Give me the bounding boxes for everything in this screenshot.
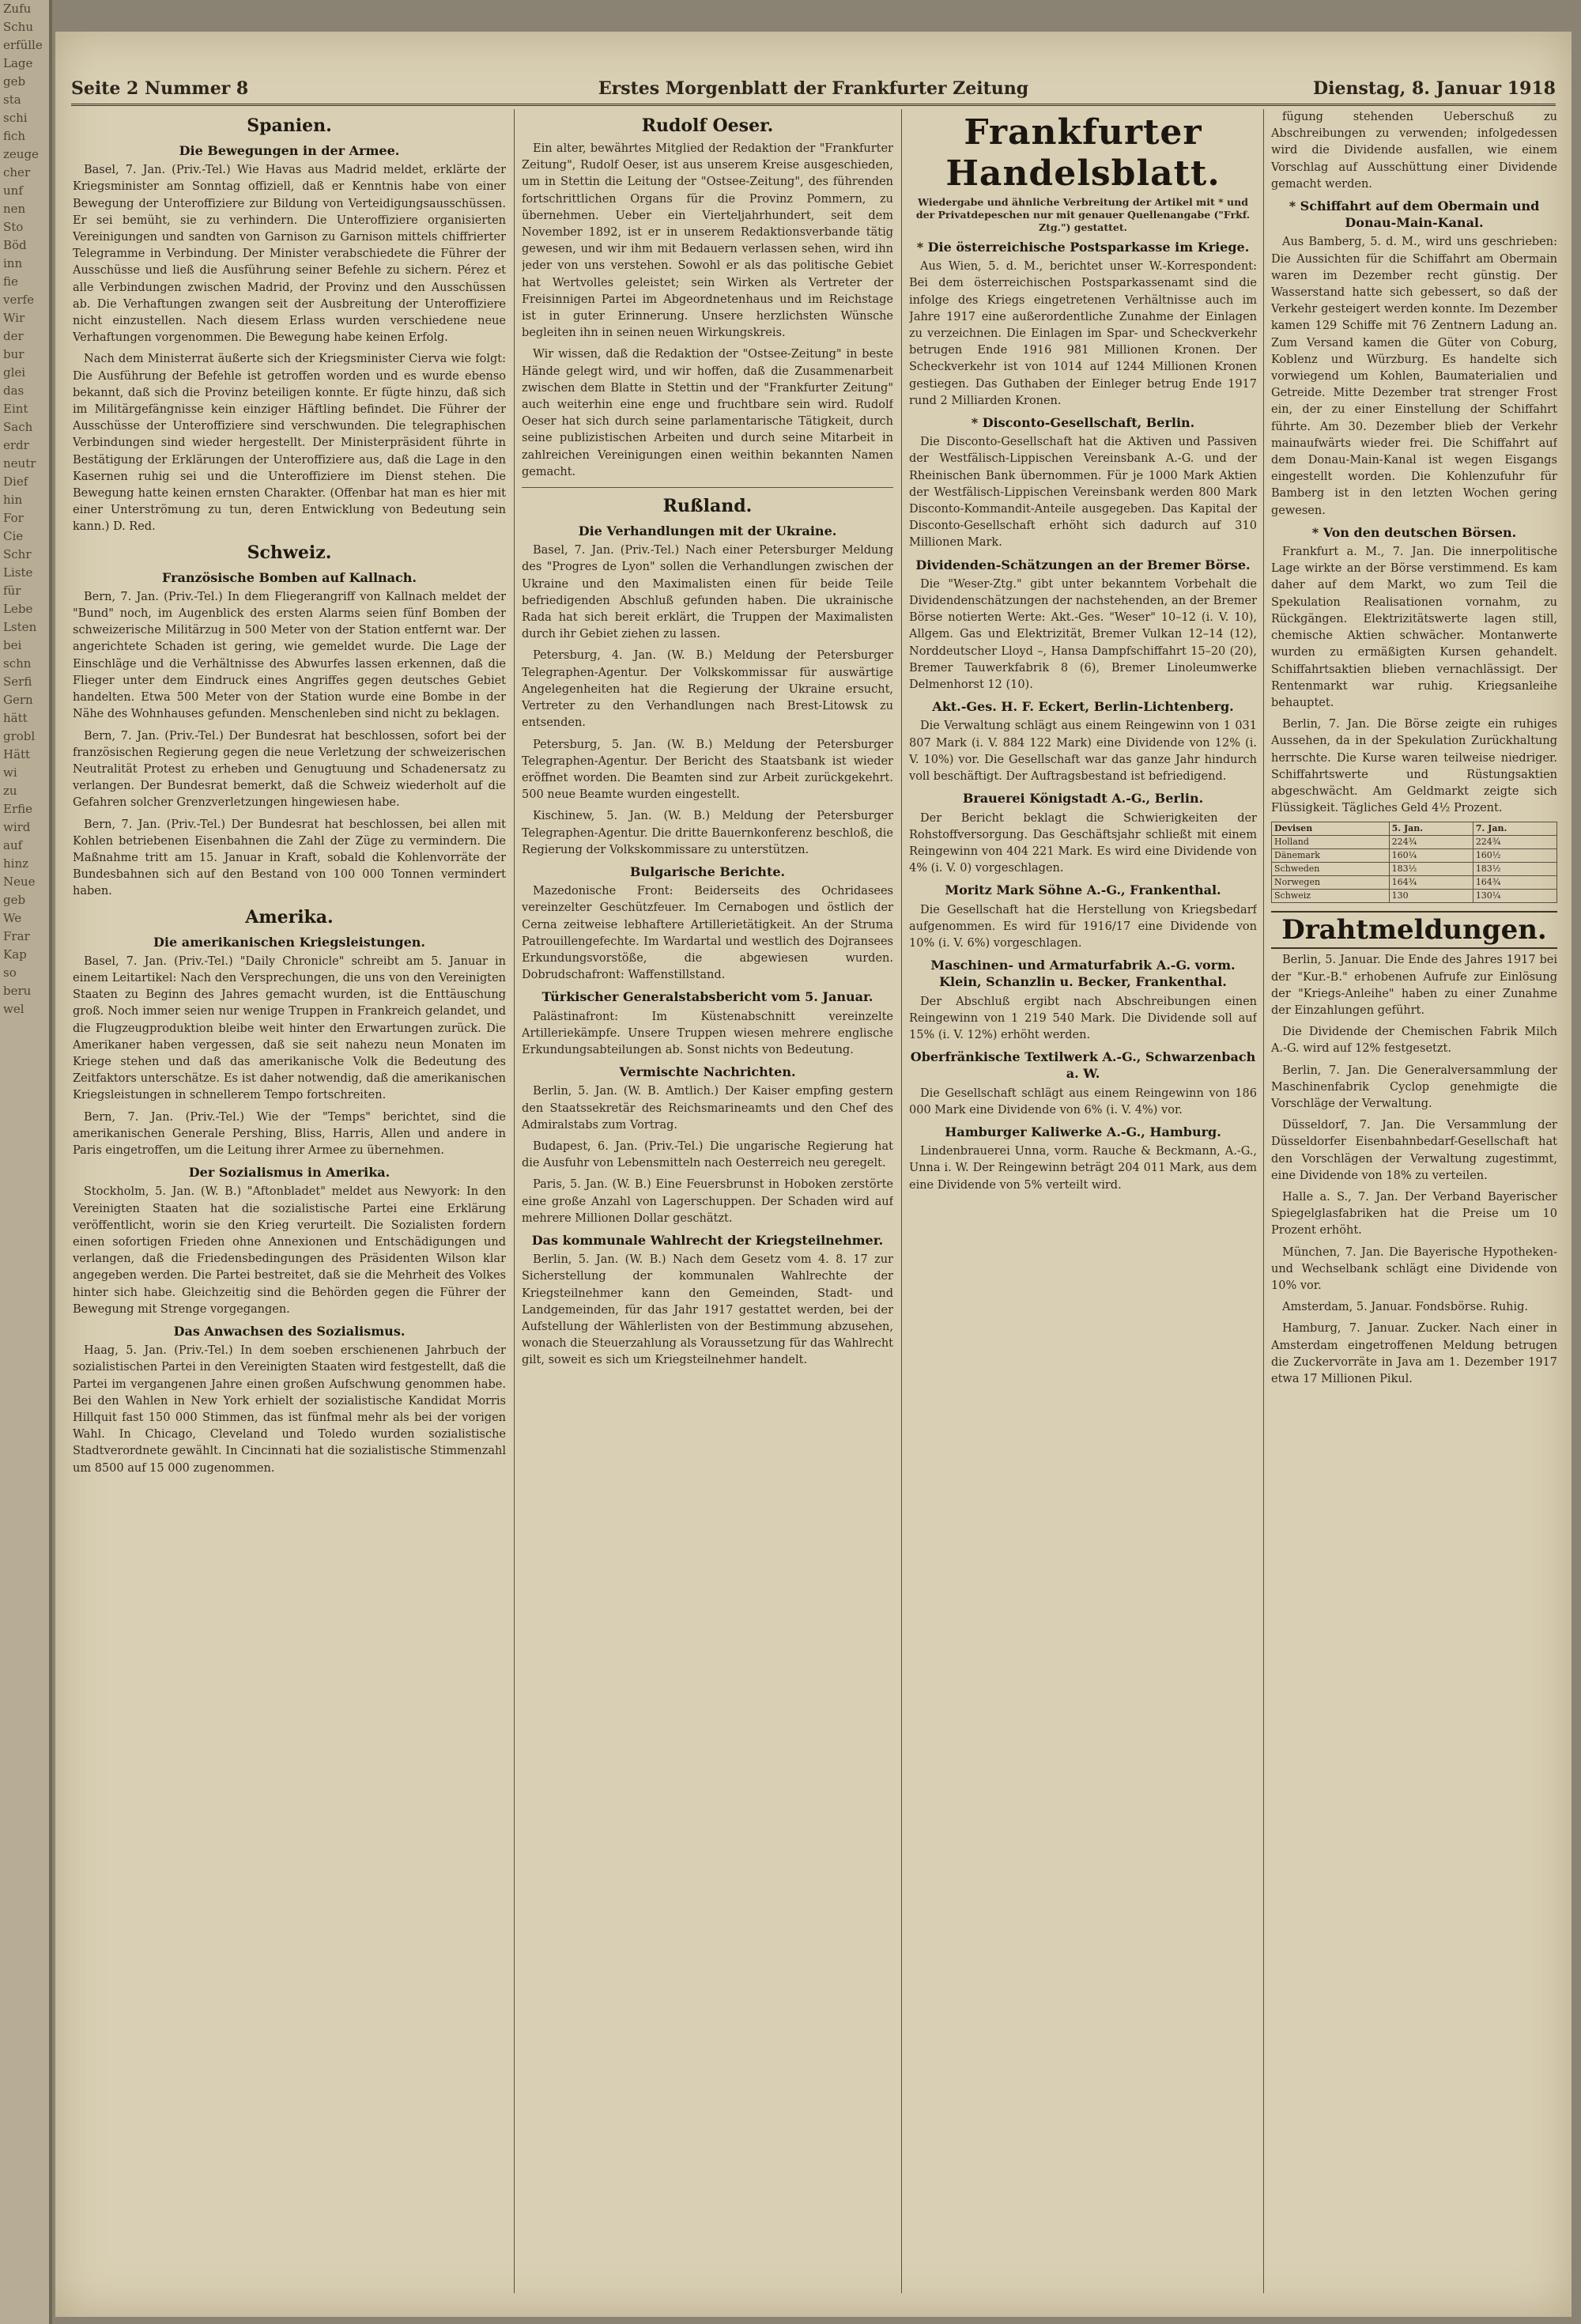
- adjacent-page-text-fragment: erfülle: [3, 38, 43, 52]
- table-header-cell: 7. Jan.: [1473, 822, 1556, 836]
- article-paragraph: Mazedonische Front: Beiderseits des Ochridasees vereinzelter Geschützfeuer. Im Cernabogen und östlich der Cerna zeitweise lebhaftere Artillerietätigkeit. An der Struma Patrouillengefechte. Im Wardartal und westlich des Dojransees Erkundungsvorstöße, die abgewiesen wurden. Dobrudschafront: Waffenstillstand.: [522, 885, 893, 982]
- adjacent-page-text-fragment: hin: [3, 493, 23, 507]
- exchange-rate-table: [1271, 822, 1557, 903]
- article-paragraph: Frankfurt a. M., 7. Jan. Die innerpolitische Lage wirkte an der Börse verstimmend. Es kam daher auf dem Markt, wo zum Teil die Spekulation Realisationen vornahm, zu Rückgängen. Elektrizitätswerte lagen still, chemische Aktien schwächer. Montanwerte wurden zu ermäßigten Kursen gehandelt. Schiffahrtsaktien blieben vernachlässigt. Der Rentenmarkt war ruhig. Kriegsanleihe behauptet.: [1271, 546, 1557, 709]
- table-cell: 224¾: [1389, 836, 1473, 849]
- adjacent-page-text-fragment: hinz: [3, 856, 29, 871]
- table-row: [1272, 849, 1557, 863]
- article-paragraph: Budapest, 6. Jan. (Priv.-Tel.) Die ungarische Regierung hat die Ausfuhr von Lebensmitteln nach Oesterreich neu geregelt.: [522, 1139, 893, 1170]
- subheading: Die Verhandlungen mit der Ukraine.: [578, 523, 837, 539]
- article-paragraph: Berlin, 5. Jan. (W. B.) Nach dem Gesetz vom 4. 8. 17 zur Sicherstellung der kommunalen Wahlrechte der Kriegsteilnehmer kann den Gemeinden, Stadt- und Landgemeinden, für das Jahr 1917 gestattet werden, bei der Aufstellung der Wählerlisten von der Bestimmung abzusehen, wonach die Steuerzahlung als Voraussetzung für das Wahlrecht gilt, soweit es sich um Kriegsteilnehmer handelt.: [522, 1253, 893, 1367]
- table-row: [1272, 890, 1557, 903]
- table-cell: Schweiz: [1272, 890, 1390, 903]
- adjacent-page-text-fragment: Schu: [3, 20, 33, 34]
- subheading: Maschinen- und Armaturfabrik A.-G. vorm. Klein, Schanzlin u. Becker, Frankenthal.: [930, 958, 1236, 990]
- adjacent-page-text-fragment: neutr: [3, 456, 36, 470]
- adjacent-page-text-fragment: wi: [3, 765, 17, 780]
- adjacent-page-text-fragment: Lage: [3, 56, 33, 70]
- section-heading-russland: Rußland.: [662, 496, 753, 517]
- adjacent-page-text-fragment: zu: [3, 784, 17, 798]
- subheading: * Schiffahrt auf dem Obermain und Donau-Main-Kanal.: [1289, 198, 1540, 231]
- subheading: * Die österreichische Postsparkasse im Kriege.: [916, 240, 1250, 255]
- article-paragraph: Bern, 7. Jan. (Priv.-Tel.) Der Bundesrat hat beschlossen, bei allen mit Kohlen betriebenen Eisenbahnen die Zahl der Züge zu vermindern. Die Maßnahme tritt am 15. Januar in Kraft, sobald die Kohlenvorräte der Bundesbahnen sich auf den Bestand von 100 000 Tonnen vermindert haben.: [73, 818, 506, 898]
- divider: [522, 487, 893, 488]
- article-paragraph: Berlin, 7. Jan. Die Börse zeigte ein ruhiges Aussehen, da in der Spekulation Zurückhaltung herrschte. Die Kurse waren teilweise niedriger. Schiffahrtswerte und Rüstungsaktien abgeschwächt. Am Geldmarkt zeigte sich Flüssigkeit. Tägliches Geld 4½ Prozent.: [1271, 718, 1557, 815]
- article-paragraph: Der Abschluß ergibt nach Abschreibungen einen Reingewinn von 1 219 540 Mark. Die Dividende soll auf 15% (i. V. 12%) erhöht werden.: [909, 995, 1257, 1041]
- article-paragraph: Die Verwaltung schlägt aus einem Reingewinn von 1 031 807 Mark (i. V. 884 122 Mark) eine Dividende von 12% (i. V. 10%) vor. Die Gesellschaft war das ganze Jahr hindurch voll beschäftigt. Der Auftragsbestand ist befriedigend.: [909, 720, 1257, 784]
- table-cell: 183½: [1473, 863, 1556, 876]
- table-row: [1272, 863, 1557, 876]
- reprint-notice: Wiedergabe und ähnliche Verbreitung der Artikel mit * und der Privatdepeschen nur mit genauer Quellenangabe ("Frkf. Ztg.") gestattet.: [915, 196, 1251, 233]
- table-cell: Holland: [1272, 836, 1390, 849]
- adjacent-page-text-fragment: Dief: [3, 474, 28, 489]
- table-cell: 224¾: [1473, 836, 1556, 849]
- table-cell: 164¾: [1389, 876, 1473, 890]
- table-cell: 160½: [1473, 849, 1556, 863]
- article-paragraph: Paris, 5. Jan. (W. B.) Eine Feuersbrunst in Hoboken zerstörte eine große Anzahl von Lagerschuppen. Der Schaden wird auf mehrere Millionen Dollar geschätzt.: [522, 1178, 893, 1225]
- drahtmeldungen-heading: Drahtmeldungen.: [1271, 911, 1557, 949]
- column-handelsblatt: [909, 109, 1257, 2301]
- subheading: Vermischte Nachrichten.: [619, 1064, 796, 1080]
- adjacent-page-text-fragment: Neue: [3, 875, 36, 889]
- adjacent-page-text-fragment: bei: [3, 638, 22, 652]
- adjacent-page-text-fragment: inn: [3, 256, 23, 270]
- table-cell: 164¾: [1473, 876, 1556, 890]
- adjacent-page-text-fragment: verfe: [3, 293, 34, 307]
- subheading: Französische Bomben auf Kallnach.: [161, 569, 417, 585]
- adjacent-page-text-fragment: Kap: [3, 947, 27, 962]
- column-divider: [901, 109, 902, 2293]
- column-divider: [514, 109, 515, 2293]
- article-paragraph: München, 7. Jan. Die Bayerische Hypotheken- und Wechselbank schlägt eine Dividende von 10% vor.: [1271, 1245, 1557, 1292]
- article-paragraph: Ein alter, bewährtes Mitglied der Redaktion der "Frankfurter Zeitung", Rudolf Oeser, ist aus unserem Kreise ausgeschieden, um in Stettin die Leitung der "Ostsee-Zeitung", des führenden fortschrittlichen Organs für die Provinz Pommern, zu übernehmen. Ueber ein Vierteljahrhundert, seit dem November 1892, ist er in unserem Redaktionsverbande tätig gewesen, und wir ihm mit Bedauern verlassen sehen, wird ihn jeder von uns verstehen. Sowohl er als das politische Gebiet hat Wertvolles geleistet; sein Wirken als Vertreter der Freisinnigen Partei im Abgeordnetenhaus und im Reichstage ist in guter Erinnerung. Unsere herzlichsten Wünsche begleiten ihn in seinen neuen Wirkungskreis.: [522, 142, 893, 340]
- article-paragraph: Petersburg, 4. Jan. (W. B.) Meldung der Petersburger Telegraphen-Agentur. Der Volkskommissar für auswärtige Angelegenheiten hat die Regierung der Ukraine ersucht, Vertreter zu den Verhandlungen nach Brest-Litowsk zu entsenden.: [522, 649, 893, 730]
- subheading: Akt.-Ges. H. F. Eckert, Berlin-Lichtenberg.: [932, 699, 1234, 715]
- section-heading-schweiz: Schweiz.: [247, 542, 332, 563]
- article-paragraph: Die Gesellschaft hat die Herstellung von Kriegsbedarf aufgenommen. Es wird für 1916/17 eine Dividende von 10% (i. V. 6%) vorgeschlagen.: [909, 903, 1257, 950]
- article-paragraph: Berlin, 7. Jan. Die Generalversammlung der Maschinenfabrik Cyclop genehmigte die Vorschläge der Verwaltung.: [1271, 1064, 1557, 1110]
- adjacent-page-text-fragment: We: [3, 911, 22, 925]
- masthead: [71, 75, 1556, 106]
- adjacent-page-text-fragment: für: [3, 584, 21, 598]
- subheading: Der Sozialismus in Amerika.: [188, 1165, 391, 1181]
- article-paragraph: Die "Weser-Ztg." gibt unter bekanntem Vorbehalt die Dividendenschätzungen der nachstehenden, an der Bremer Börse notierten Werte: Akt.-Ges. "Weser" 10–12 (i. V. 10), Allgem. Gas und Elektrizität, Bremer Vulkan 12–14 (12), Norddeutscher Lloyd –, Hansa Dampfschiffahrt 15–20 (20), Bremer Tauwerkfabrik 8 (6), Bremer Linoleumwerke Delmenhorst 12 (10).: [909, 577, 1257, 692]
- subheading: * Von den deutschen Börsen.: [1311, 524, 1517, 540]
- adjacent-page-text-fragment: Lebe: [3, 602, 33, 616]
- adjacent-page-text-fragment: Schr: [3, 547, 32, 561]
- adjacent-page-text-fragment: geb: [3, 74, 26, 89]
- subheading: Oberfränkische Textilwerk A.-G., Schwarzenbach a. W.: [910, 1049, 1256, 1082]
- adjacent-page-text-fragment: Frar: [3, 929, 30, 943]
- adjacent-page-text-fragment: Erfie: [3, 802, 33, 816]
- adjacent-page-text-fragment: Wir: [3, 311, 25, 325]
- column-news: [522, 109, 893, 2301]
- article-paragraph: Nach dem Ministerrat äußerte sich der Kriegsminister Cierva wie folgt: Die Ausführung der Befehle ist getroffen worden und es wurde ebenso bekannt, daß sich die Provinz beteiligen konnte. Er fügte hinzu, daß sich im Militärgefängnisse kein einziger Häftling befindet. Die Führer der Ausschüsse der Unteroffiziere sind verschwunden. Die telegraphischen Verbindungen sind wieder hergestellt. Der Ministerpräsident führte in Bestätigung der Erklärungen der Unteroffiziere aus, daß die Lage in den Kasernen ruhig sei und die Unteroffiziere im Dienst stehen. Die Bewegung hatte keinen ernsten Charakter. (Offenbar hat man es hier mit einer Unterströmung zu tun, deren Entwicklung von Bedeutung sein kann.) D. Red.: [73, 353, 506, 534]
- article-paragraph: Die Dividende der Chemischen Fabrik Milch A.-G. wird auf 12% festgesetzt.: [1271, 1026, 1557, 1056]
- table-header-cell: 5. Jan.: [1389, 822, 1473, 836]
- table-cell: 183½: [1389, 863, 1473, 876]
- subheading: Bulgarische Berichte.: [629, 863, 786, 879]
- article-paragraph: Berlin, 5. Jan. (W. B. Amtlich.) Der Kaiser empfing gestern den Staatssekretär des Reichsmarineamts und den Chef des Admiralstabs zum Vortrag.: [522, 1085, 893, 1132]
- adjacent-page-text-fragment: schn: [3, 656, 32, 671]
- section-heading-spanien: Spanien.: [247, 115, 332, 136]
- adjacent-page-text-fragment: fie: [3, 274, 18, 289]
- adjacent-page-text-fragment: bur: [3, 347, 25, 361]
- article-paragraph: Stockholm, 5. Jan. (W. B.) "Aftonbladet" meldet aus Newyork: In den Vereinigten Staaten hat die sozialistische Partei eine Erklärung veröffentlicht, worin sie den Krieg verurteilt. Die Sozialisten fordern einen sofortigen Frieden ohne Annexionen und Entschädigungen und verlangen, daß die Friedensbedingungen des Präsidenten Wilson klar angegeben werden. Die Partei bestreitet, daß sie die Mehrheit des Volkes hinter sich habe. Gleichzeitig sind die Behörden gegen die Führer der Bewegung mit Strenge vorgegangen.: [73, 1185, 506, 1316]
- article-paragraph: Haag, 5. Jan. (Priv.-Tel.) In dem soeben erschienenen Jahrbuch der sozialistischen Partei in den Vereinigten Staaten wird festgestellt, daß die Partei im vergangenen Jahre einen großen Aufschwung genommen habe. Bei den Wahlen in New York erhielt der sozialistische Kandidat Morris Hillquit fast 150 000 Stimmen, das ist fünfmal mehr als bei der vorigen Wahl. In Chicago, Cleveland und Toledo wurden sozialistische Stadtverordnete gewählt. In Cincinnati hat die sozialistische Stimmenzahl um 8500 auf 15 000 zugenommen.: [73, 1344, 506, 1475]
- adjacent-page-text-fragment: Sach: [3, 420, 33, 434]
- adjacent-page-text-fragment: Serfi: [3, 675, 32, 689]
- article-paragraph: Der Bericht beklagt die Schwierigkeiten der Rohstoffversorgung. Das Geschäftsjahr schließt mit einem Reingewinn von 404 221 Mark. Es wird eine Dividende von 4% (i. V. 0) vorgeschlagen.: [909, 811, 1257, 875]
- table-cell: Schweden: [1272, 863, 1390, 876]
- adjacent-page-text-fragment: erdr: [3, 438, 29, 452]
- adjacent-page-text-fragment: For: [3, 511, 24, 525]
- adjacent-page-text-fragment: sta: [3, 93, 21, 107]
- table-cell: 130: [1389, 890, 1473, 903]
- adjacent-page-text-fragment: schi: [3, 111, 28, 125]
- adjacent-page-text-fragment: Zufu: [3, 2, 32, 16]
- subheading: Brauerei Königstadt A.-G., Berlin.: [962, 791, 1204, 807]
- adjacent-page-text-fragment: unf: [3, 183, 23, 198]
- article-paragraph: Basel, 7. Jan. (Priv.-Tel.) Nach einer Petersburger Meldung des "Progres de Lyon" sollen die Verhandlungen zwischen der Ukraine und den Maximalisten einen für beide Teile befriedigenden Abschluß gefunden haben. Die ukrainische Rada hat sich bereit erklärt, die Truppen der Maximalisten durch ihr Gebiet ziehen zu lassen.: [522, 544, 893, 641]
- article-paragraph: Basel, 7. Jan. (Priv.-Tel.) Wie Havas aus Madrid meldet, erklärte der Kriegsminister am Sonntag offiziell, daß er Kenntnis habe von einer Bewegung der Unteroffiziere zur Bildung von Verteidigungsausschüssen. Er sei bemüht, sie zu verhindern. Die Unteroffiziere organisierten Vereinigungen und sandten von Garnison zu Garnison mittels chiffrierter Telegramme in Verbindung. Der Minister verabschiedete die Führer der Ausschüsse und ließ die Ausführung seiner Befehle zu sichern. Pérez et alle Verbindungen zwischen Madrid, der Provinz und den Ausschüssen ab. Die Verhaftungen zwangen seit der Ausbreitung der Unteroffiziere nicht einzustellen. Nach diesem Erlass wurden verschiedene neue Verhaftungen vorgenommen. Die Bewegung habe keinen Erfolg.: [73, 164, 506, 345]
- column-markets: [1271, 109, 1557, 2301]
- adjacent-page-text-fragment: Sto: [3, 220, 24, 234]
- article-paragraph: Petersburg, 5. Jan. (W. B.) Meldung der Petersburger Telegraphen-Agentur. Der Bericht des Staatsbank ist wieder eröffnet worden. Die Beamten sind zur Arbeit zurückgekehrt. 500 neue Beamte wurden eingestellt.: [522, 738, 893, 802]
- article-paragraph: Halle a. S., 7. Jan. Der Verband Bayerischer Spiegelglasfabriken hat die Preise um 10 Prozent erhöht.: [1271, 1190, 1557, 1238]
- table-cell: Norwegen: [1272, 876, 1390, 890]
- adjacent-page-text-fragment: wel: [3, 1002, 25, 1016]
- section-heading-amerika: Amerika.: [245, 906, 334, 928]
- adjacent-page-text-fragment: auf: [3, 838, 23, 852]
- table-cell: Dänemark: [1272, 849, 1390, 863]
- article-paragraph: Bern, 7. Jan. (Priv.-Tel.) Der Bundesrat hat beschlossen, sofort bei der französischen Regierung gegen die neue Verletzung der schweizerischen Neutralität Protest zu erheben und Genugtuung und Schadenersatz zu verlangen. Der Bundesrat bemerkt, daß die Schweiz wiederholt auf die Gefahren solcher Grenzverletzungen hingewiesen habe.: [73, 729, 506, 810]
- table-header-cell: Devisen: [1272, 822, 1390, 836]
- adjacent-page-text-fragment: wird: [3, 820, 31, 834]
- adjacent-page-text-fragment: Cie: [3, 529, 24, 543]
- article-paragraph: Die Gesellschaft schlägt aus einem Reingewinn von 186 000 Mark eine Dividende von 6% (i. V. 4%) vor.: [909, 1086, 1257, 1117]
- adjacent-page-text-fragment: nen: [3, 202, 26, 216]
- handelsblatt-title: Frankfurter Handelsblatt.: [945, 112, 1221, 194]
- subheading: Das Anwachsen des Sozialismus.: [173, 1324, 406, 1339]
- adjacent-page-text-fragment: zeuge: [3, 147, 39, 161]
- article-paragraph: Amsterdam, 5. Januar. Fondsbörse. Ruhig.: [1282, 1301, 1529, 1314]
- adjacent-page-text-fragment: beru: [3, 984, 32, 998]
- table-row: [1272, 836, 1557, 849]
- newspaper-page: [55, 32, 1572, 2317]
- article-paragraph: Hamburg, 7. Januar. Zucker. Nach einer in Amsterdam eingetroffenen Meldung betrugen die Zuckervorräte in Java am 1. Dezember 1917 etwa 17 Millionen Pikul.: [1271, 1322, 1557, 1385]
- adjacent-page-text-fragment: grobl: [3, 729, 36, 743]
- subheading: Die amerikanischen Kriegsleistungen.: [153, 934, 425, 950]
- column-divider: [1263, 109, 1264, 2293]
- article-paragraph: Düsseldorf, 7. Jan. Die Versammlung der Düsseldorfer Eisenbahnbedarf-Gesellschaft hat den Vorschlägen der Verwaltung zugestimmt, eine Dividende von 18% zu verteilen.: [1271, 1119, 1557, 1182]
- section-heading-oeser: Rudolf Oeser.: [641, 115, 774, 136]
- adjacent-page-text-fragment: cher: [3, 165, 31, 179]
- adjacent-page-text-fragment: das: [3, 384, 25, 398]
- article-paragraph: Die Disconto-Gesellschaft hat die Aktiven und Passiven der Westfälisch-Lippischen Vereinsbank A.-G. und der Rheinischen Bank übernommen. Für je 1000 Mark Aktien der Westfälisch-Lippischen Vereinsbank werden 800 Mark Disconto-Kommandit-Anteile ausgegeben. Das Kapital der Disconto-Gesellschaft erhöht sich dadurch auf 310 Millionen Mark.: [909, 436, 1257, 550]
- article-paragraph: Aus Bamberg, 5. d. M., wird uns geschrieben: Die Aussichten für die Schiffahrt am Obermain waren im Dezember recht günstig. Der Wasserstand hatte sich gebessert, so daß der Verkehr gesteigert werden konnte. Im Dezember kamen 129 Schiffe mit 76 Zentnern Ladung an. Zum Versand kamen die Güter von Coburg, Koblenz und Würzburg. Es handelte sich vorwiegend um Kohlen, Baumaterialien und Getreide. Mitte Dezember trat strenger Frost ein, der zu einer Einstellung der Schiffahrt führte. Am 30. Dezember blieb der Verkehr mainaufwärts wieder frei. Die Schiffahrt auf dem Donau-Main-Kanal ist wegen Eisgangs eingestellt worden. Die Kohlenzufuhr für Bamberg ist in den letzten Wochen gering gewesen.: [1271, 236, 1557, 517]
- article-paragraph: Bern, 7. Jan. (Priv.-Tel.) In dem Fliegerangriff von Kallnach meldet der "Bund" noch, im Augenblick des ersten Alarms seien fünf Bomben der schweizerische Militärzug in 500 Meter von der Station entfernt war. Der angerichtete Schaden ist gering, wie gemeldet wurde. Die Lage der Einschläge und die Verhältnisse des Abwurfes lassen erkennen, daß die Flieger unter dem Eindruck eines Angriffes gegen deutsches Gebiet handelten. Etwa 500 Meter von der Station wurde eine Bombe in der Nähe des Wohnhauses gefunden. Menschenleben sind nicht zu beklagen.: [73, 590, 506, 721]
- adjacent-page-text-fragment: so: [3, 965, 17, 980]
- article-paragraph: Wir wissen, daß die Redaktion der "Ostsee-Zeitung" in beste Hände gelegt wird, und wir hoffen, daß die Zusammenarbeit zwischen dem Blatte in Stettin und der "Frankfurter Zeitung" auch weiterhin eine enge und fruchtbare sein wird. Rudolf Oeser hat sich durch seine parlamentarische Tätigkeit, durch seine publizistischen Arbeiten und durch seine Mitarbeit in zahlreichen Vereinigungen einen weithin bekannten Namen gemacht.: [522, 348, 893, 478]
- adjacent-page-text-fragment: Liste: [3, 565, 33, 580]
- adjacent-page-text-fragment: Gern: [3, 693, 33, 707]
- table-row: [1272, 876, 1557, 890]
- adjacent-page-strip: [0, 0, 52, 2324]
- adjacent-page-text-fragment: Böd: [3, 238, 27, 252]
- subheading: Dividenden-Schätzungen an der Bremer Börse.: [915, 557, 1251, 572]
- subheading: Türkischer Generalstabsbericht vom 5. Januar.: [541, 989, 874, 1005]
- table-header-row: [1272, 822, 1557, 836]
- adjacent-page-text-fragment: Hätt: [3, 747, 31, 761]
- column-politics: [73, 109, 506, 2301]
- article-paragraph: Kischinew, 5. Jan. (W. B.) Meldung der Petersburger Telegraphen-Agentur. Die dritte Bauernkonferenz beschloß, die Regierung der Volkskommissare zu unterstützen.: [522, 810, 893, 856]
- subheading: Moritz Mark Söhne A.-G., Frankenthal.: [945, 882, 1221, 898]
- article-paragraph: Palästinafront: Im Küstenabschnitt vereinzelte Artilleriekämpfe. Unsere Truppen wiesen mehrere englische Erkundungsabteilungen ab. Sonst nichts von Bedeutung.: [522, 1010, 893, 1056]
- adjacent-page-text-fragment: fich: [3, 129, 26, 143]
- adjacent-page-text-fragment: Eint: [3, 402, 28, 416]
- table-cell: 130¼: [1473, 890, 1556, 903]
- article-paragraph: Aus Wien, 5. d. M., berichtet unser W.-Korrespondent: Bei dem österreichischen Postsparkassenamt sind die infolge des Kriegs eingetretenen Verhältnisse auch im Jahre 1917 eine außerordentliche Zunahme der Einlagen zu verzeichnen. Die Einlagen im Spar- und Scheckverkehr betrugen Ende 1916 981 Millionen Kronen. Der Scheckverkehr ist von 1014 auf 1244 Millionen Kronen gestiegen. Das Guthaben der Einleger betrug Ende 1917 rund 2 Milliarden Kronen.: [909, 260, 1257, 407]
- subheading: Hamburger Kaliwerke A.-G., Hamburg.: [945, 1124, 1221, 1139]
- article-paragraph: Berlin, 5. Januar. Die Ende des Jahres 1917 bei der "Kur.-B." erhobenen Aufrufe zur Einlösung der "Kriegs-Anleihe" haben zu einer Zunahme der Einzahlungen geführt.: [1271, 954, 1557, 1017]
- page-number: Seite 2 Nummer 8: [71, 78, 249, 99]
- adjacent-page-text-fragment: glei: [3, 365, 26, 380]
- adjacent-page-text-fragment: hätt: [3, 711, 28, 725]
- adjacent-page-text-fragment: der: [3, 329, 24, 343]
- table-cell: 160¼: [1389, 849, 1473, 863]
- adjacent-page-text-fragment: geb: [3, 893, 26, 907]
- subheading: Das kommunale Wahlrecht der Kriegsteilnehmer.: [531, 1232, 884, 1248]
- issue-date: Dienstag, 8. Januar 1918: [1313, 78, 1556, 99]
- newspaper-title: Erstes Morgenblatt der Frankfurter Zeitung: [598, 78, 1029, 99]
- article-paragraph: Lindenbrauerei Unna, vorm. Rauche & Beckmann, A.-G., Unna i. W. Der Reingewinn beträgt 204 011 Mark, aus dem eine Dividende von 5% verteilt wird.: [909, 1145, 1257, 1192]
- adjacent-page-text-fragment: Lsten: [3, 620, 37, 634]
- article-paragraph: fügung stehenden Ueberschuß zu Abschreibungen zu verwenden; infolgedessen wird die Dividende ausfallen, wie einem Vorschlag auf Ausschüttung einer Dividende gemacht werden.: [1271, 111, 1557, 191]
- subheading: Die Bewegungen in der Armee.: [179, 143, 400, 158]
- article-paragraph: Basel, 7. Jan. (Priv.-Tel.) "Daily Chronicle" schreibt am 5. Januar in einem Leitartikel: Nach den Versprechungen, die uns von den Vereinigten Staaten zu Beginn des Jahres gemacht wurden, ist die Enttäuschung groß. Noch immer seien nur wenige Truppen in Frankreich gelandet, und die Flugzeugproduktion bleibe weit hinter den Erwartungen zurück. Die Amerikaner haben vergessen, daß sie seit nahezu neun Monaten im Kriege stehen und daß das amerikanische Volk die Bedeutung des Zeitfaktors unterschätze. Es ist daher notwendig, daß die amerikanischen Kriegsleistungen in schnellerem Tempo fortschreiten.: [73, 954, 506, 1102]
- subheading: * Disconto-Gesellschaft, Berlin.: [971, 415, 1195, 431]
- article-paragraph: Bern, 7. Jan. (Priv.-Tel.) Wie der "Temps" berichtet, sind die amerikanischen Generale Pershing, Bliss, Harris, Allen und andere in Paris eingetroffen, um die Leitung ihrer Armee zu übernehmen.: [73, 1110, 506, 1157]
